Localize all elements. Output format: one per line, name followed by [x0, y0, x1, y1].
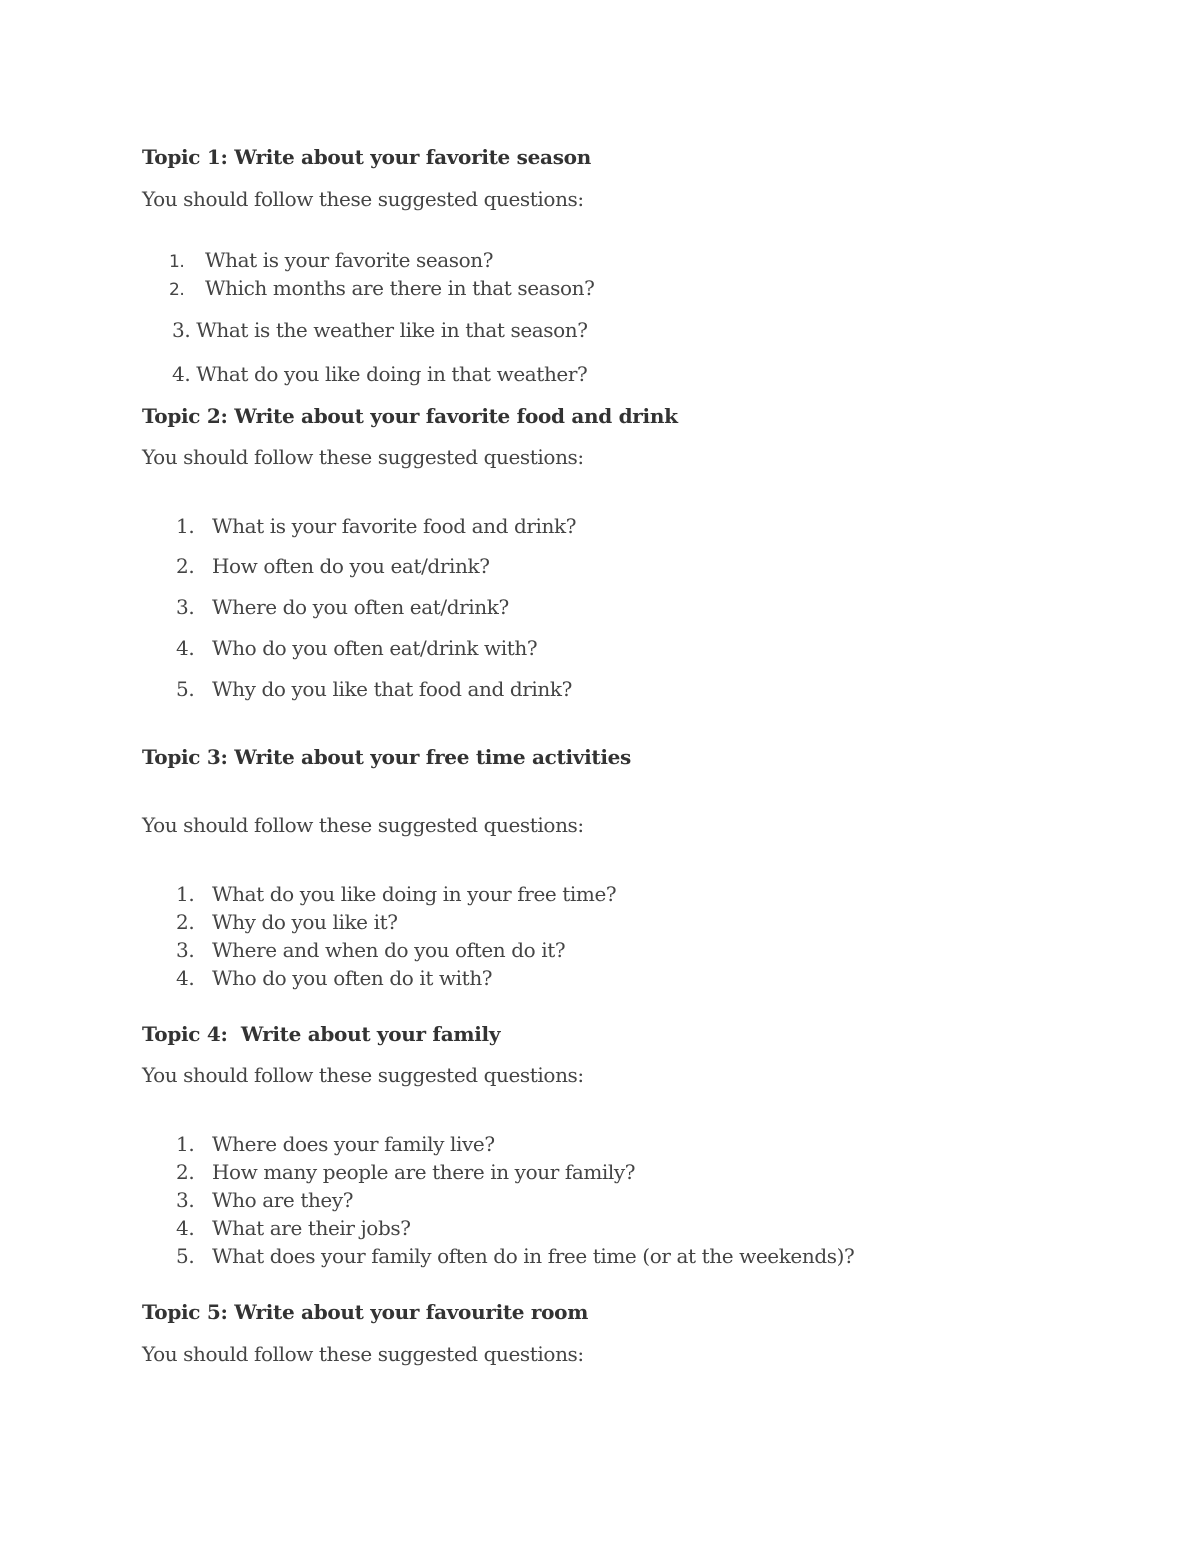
question-text: What are their jobs?	[212, 1216, 411, 1240]
question-number: 2.	[176, 910, 195, 934]
question-number: 4.	[176, 1216, 195, 1240]
topic-2-title: Topic 2: Write about your favorite food and drink	[142, 404, 678, 428]
topic-2-question-5	[176, 677, 572, 701]
topic-4-intro: You should follow these suggested questions:	[142, 1063, 584, 1087]
question-number: 1.	[176, 1132, 195, 1156]
question-text: Where do you often eat/drink?	[212, 595, 509, 619]
question-number: 3.	[176, 938, 195, 962]
topic-2-question-4	[176, 636, 537, 660]
topic-4-title: Topic 4: Write about your family	[142, 1022, 501, 1046]
topic-1-intro: You should follow these suggested questions:	[142, 187, 584, 211]
question-text: Why do you like it?	[212, 910, 398, 934]
question-text: 3. What is the weather like in that season?	[172, 318, 588, 342]
topic-3-intro: You should follow these suggested questions:	[142, 813, 584, 837]
question-text: Where does your family live?	[212, 1132, 495, 1156]
question-text: What do you like doing in your free time?	[212, 882, 617, 906]
topic-1-question-4	[172, 362, 587, 386]
question-number: 2.	[176, 554, 195, 578]
question-text: 4. What do you like doing in that weather?	[172, 362, 588, 386]
question-text: Which months are there in that season?	[205, 276, 595, 300]
topic-4-question-5	[176, 1244, 854, 1268]
question-text: Who are they?	[212, 1188, 354, 1212]
topic-1-question-1	[169, 248, 493, 274]
question-number: 2.	[169, 280, 185, 300]
question-number: 3.	[176, 595, 195, 619]
topic-3-question-3	[176, 938, 565, 962]
question-text: What does your family often do in free time (or at the weekends)?	[212, 1244, 855, 1268]
question-text: How many people are there in your family?	[212, 1160, 636, 1184]
topic-3-question-1	[176, 882, 616, 906]
topic-3-question-2	[176, 910, 398, 934]
question-text: What is your favorite season?	[205, 248, 494, 272]
question-number: 4.	[176, 966, 195, 990]
topic-1-question-2	[169, 276, 595, 302]
question-number: 1.	[169, 252, 185, 272]
topic-2-question-2	[176, 554, 490, 578]
question-text: Where and when do you often do it?	[212, 938, 566, 962]
question-number: 1.	[176, 514, 195, 538]
topic-4-question-2	[176, 1160, 635, 1184]
question-text: How often do you eat/drink?	[212, 554, 490, 578]
question-number: 5.	[176, 677, 195, 701]
topic-1-title: Topic 1: Write about your favorite season	[142, 145, 591, 169]
question-number: 2.	[176, 1160, 195, 1184]
question-text: Why do you like that food and drink?	[212, 677, 572, 701]
topic-5-title: Topic 5: Write about your favourite room	[142, 1300, 589, 1324]
question-number: 4.	[176, 636, 195, 660]
question-text: Who do you often eat/drink with?	[212, 636, 538, 660]
topic-3-title: Topic 3: Write about your free time activities	[142, 745, 632, 769]
question-number: 1.	[176, 882, 195, 906]
question-text: Who do you often do it with?	[212, 966, 493, 990]
topic-5-intro: You should follow these suggested questions:	[142, 1342, 584, 1366]
topic-2-intro: You should follow these suggested questions:	[142, 445, 584, 469]
topic-2-question-1	[176, 514, 576, 538]
topic-4-question-1	[176, 1132, 495, 1156]
topic-3-question-4	[176, 966, 492, 990]
topic-4-question-4	[176, 1216, 411, 1240]
topic-4-question-3	[176, 1188, 353, 1212]
topic-1-question-3	[172, 318, 588, 342]
question-number: 3.	[176, 1188, 195, 1212]
topic-2-question-3	[176, 595, 509, 619]
question-text: What is your favorite food and drink?	[212, 514, 577, 538]
question-number: 5.	[176, 1244, 195, 1268]
